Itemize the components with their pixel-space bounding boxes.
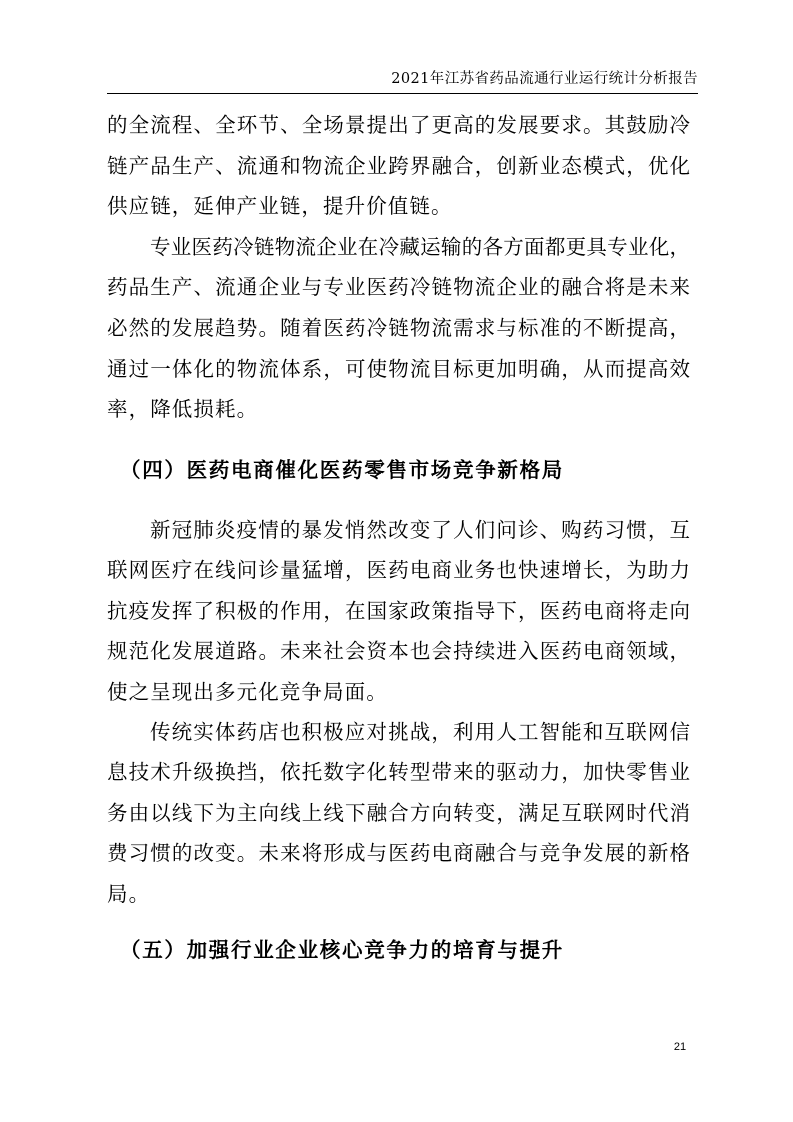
text-line: 息技术升级换挡，依托数字化转型带来的驱动力，加快零售业 — [107, 760, 690, 785]
text-line: 率，降低损耗。 — [107, 397, 259, 422]
text-line: 规范化发展道路。未来社会资本也会持续进入医药电商领域， — [107, 639, 690, 664]
text-line: 务由以线下为主向线上线下融合方向转变，满足互联网时代消 — [107, 800, 690, 825]
running-header: 2021年江苏省药品流通行业运行统计分析报告 — [107, 68, 698, 94]
text-line: 抗疫发挥了积极的作用，在国家政策指导下，医药电商将走向 — [107, 598, 690, 623]
text-line: 通过一体化的物流体系，可使物流目标更加明确，从而提高效 — [107, 356, 690, 381]
text-line: 费习惯的改变。未来将形成与医药电商融合与竞争发展的新格 — [107, 841, 690, 866]
page-number: 21 — [673, 1041, 687, 1053]
paragraph-cold-chain — [107, 227, 690, 430]
text-line: 传统实体药店也积极应对挑战，利用人工智能和互联网信 — [150, 719, 690, 744]
section-heading-5: （五）加强行业企业核心竞争力的培育与提升 — [120, 938, 564, 962]
text-line: 的全流程、全环节、全场景提出了更高的发展要求。其鼓励冷 — [107, 113, 690, 137]
text-block-continued — [107, 105, 690, 430]
paragraph-continued — [107, 105, 690, 227]
text-line: 联网医疗在线问诊量猛增，医药电商业务也快速增长，为助力 — [107, 558, 690, 583]
paragraph-epidemic — [107, 510, 690, 712]
text-block-section-4 — [107, 510, 690, 914]
text-line: 局。 — [107, 881, 151, 906]
section-heading-4: （四）医药电商催化医药零售市场竞争新格局 — [120, 458, 564, 482]
paragraph-pharmacies — [107, 712, 690, 914]
text-line: 供应链，延伸产业链，提升价值链。 — [107, 194, 453, 219]
text-line: 新冠肺炎疫情的暴发悄然改变了人们问诊、购药习惯，互 — [150, 518, 690, 542]
text-line: 链产品生产、流通和物流企业跨界融合，创新业态模式，优化 — [107, 153, 690, 178]
text-line: 必然的发展趋势。随着医药冷链物流需求与标准的不断提高， — [107, 315, 690, 340]
text-line: 专业医药冷链物流企业在冷藏运输的各方面都更具专业化， — [150, 234, 690, 259]
text-line: 使之呈现出多元化竞争局面。 — [107, 679, 388, 704]
text-line: 药品生产、流通企业与专业医药冷链物流企业的融合将是未来 — [107, 275, 690, 300]
